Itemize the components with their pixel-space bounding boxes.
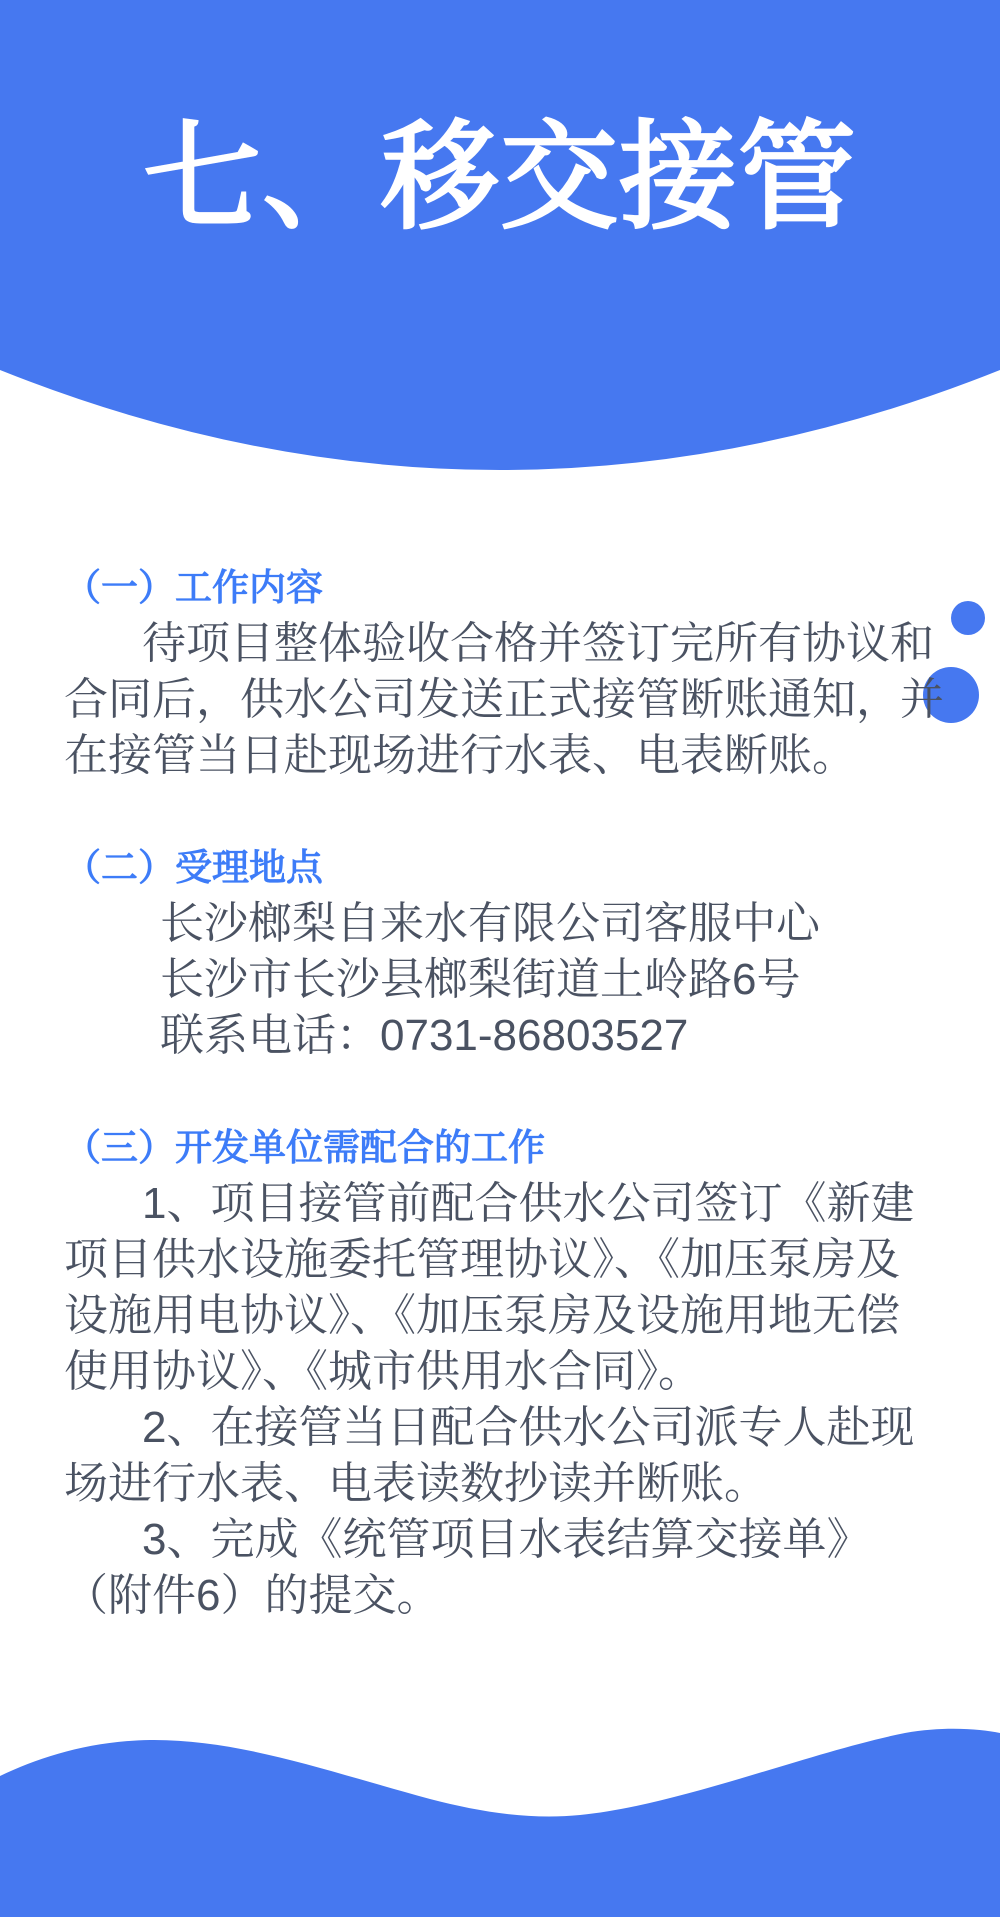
paragraph-line: （附件6）的提交。 (64, 1571, 441, 1620)
paragraph (64, 616, 944, 784)
header-banner (0, 0, 1000, 480)
company-name-line: 长沙榔梨自来水有限公司客服中心 (160, 899, 820, 948)
paragraph (64, 896, 944, 1064)
section-developer-cooperation (64, 1120, 944, 1624)
paragraph-item-2 (64, 1400, 944, 1512)
address-line: 长沙市长沙县榔梨街道土岭路6号 (160, 955, 801, 1004)
footer-wave-shape (0, 1727, 1000, 1917)
paragraph-item-1 (64, 1176, 944, 1400)
section-heading: （二）受理地点 (64, 847, 323, 888)
section-work-content (64, 560, 944, 784)
paragraph-line: 设施用电协议》、《加压泵房及设施用地无偿 (64, 1291, 900, 1340)
decorative-circle-small (951, 601, 985, 635)
paragraph-line: 场进行水表、电表读数抄读并断账。 (64, 1459, 768, 1508)
paragraph-line: 2、在接管当日配合供水公司派专人赴现 (142, 1403, 915, 1452)
footer-wave (0, 1727, 1000, 1917)
section-heading: （一）工作内容 (64, 567, 323, 608)
paragraph-line: 使用协议》、《城市供用水合同》。 (64, 1347, 702, 1396)
page-title: 七、移交接管 (142, 112, 857, 244)
paragraph-line: 合同后，供水公司发送正式接管断账通知，并 (64, 675, 944, 724)
phone-line: 联系电话：0731-86803527 (160, 1011, 689, 1060)
paragraph-item-3 (64, 1512, 944, 1624)
content-area (64, 560, 944, 1624)
paragraph-line: 项目供水设施委托管理协议》、《加压泵房及 (64, 1235, 900, 1284)
paragraph-line: 1、项目接管前配合供水公司签订《新建 (142, 1179, 915, 1228)
paragraph-line: 待项目整体验收合格并签订完所有协议和 (142, 619, 934, 668)
paragraph-line: 3、完成《统管项目水表结算交接单》 (142, 1515, 871, 1564)
section-acceptance-location (64, 840, 944, 1064)
paragraph-line: 在接管当日赴现场进行水表、电表断账。 (64, 731, 856, 780)
section-heading: （三）开发单位需配合的工作 (64, 1127, 545, 1168)
